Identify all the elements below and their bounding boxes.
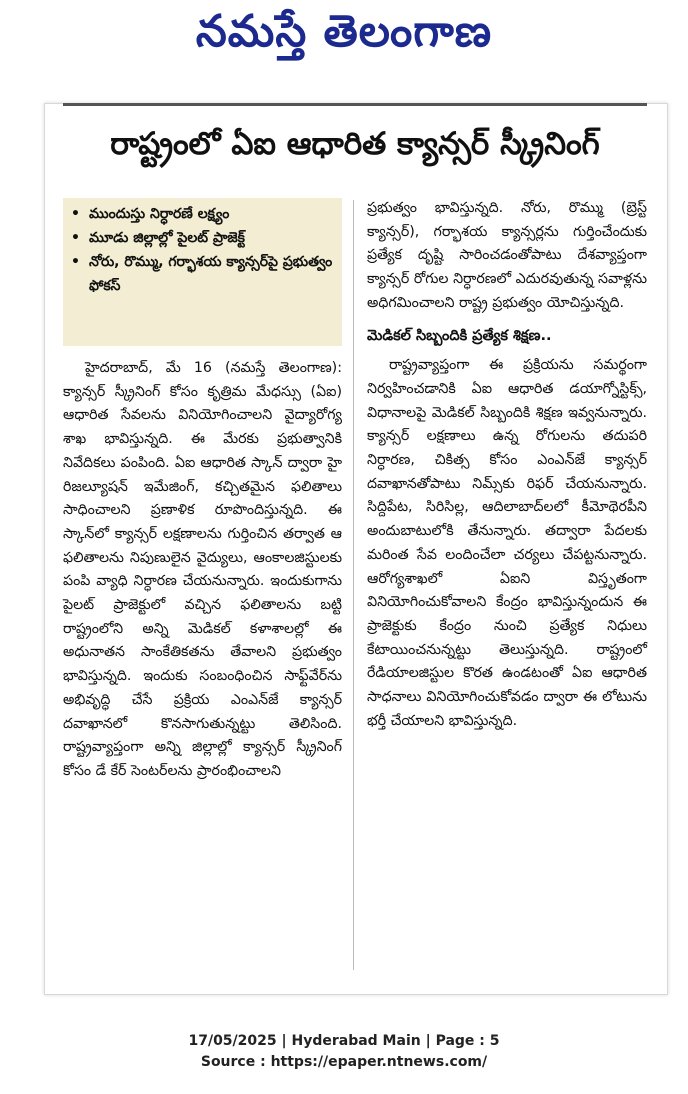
body-paragraph: హైదరాబాద్, మే 16 (నమస్తే తెలంగాణ): క్యాన్సర్ స్క్రీనింగ్ కోసం కృత్రిమ మేధస్సు (ఏఐ) ఆధారిత సేవలను వినియోగించాలని వైద్యారోగ్య శాఖ భావిస్తున్నది. ఈ మేరకు ప్రభుత్వానికి నివేదికలు పంపింది. ఏఐ ఆధారిత స్కాన్ ద్వారా హై రిజల్యూషన్ ఇమేజింగ్, కచ్చితమైన ఫలితాలు సాధించాలని ప్రణాళిక రూపొందిస్తున్నది. ఈ స్కాన్‌లో క్యాన్సర్ లక్షణాలను గుర్తించిన తర్వాత ఆ ఫలితాలను నిపుణులైన వైద్యులు, ఆంకాలజిస్టులకు పంపి వ్యాధి నిర్ధారణ చేయనున్నారు. ఇందుకుగాను పైలట్ ప్రాజెక్టులో వచ్చిన ఫలితాలను బట్టి రాష్ట్రంలోని అన్ని మెడికల్ కళాశాలల్లో ఈ అధునాతన సాంకేతికతను తేవాలని ప్రభుత్వం భావిస్తున్నది. ఇందుకు సంబంధించిన సాఫ్ట్‌వేర్‌ను అభివృద్ధి చేసే ప్రక్రియ ఎంఎన్‌జే క్యాన్సర్ దవాఖానలో కొనసాగుతున్నట్టు తెలిసింది. రాష్ట్రవ్యాప్తంగా అన్ని జిల్లాల్లో క్యాన్సర్ స్క్రీనింగ్ కోసం డే కేర్ సెంటర్‌లను ప్రారంభించాలని — [63, 360, 342, 779]
bullet-icon: • — [71, 230, 80, 246]
highlight-item — [71, 226, 334, 250]
article-subheading: మెడికల్ సిబ్బందికి ప్రత్యేక శిక్షణ.. — [367, 327, 552, 344]
body-paragraph: ప్రభుత్వం భావిస్తున్నది. నోరు, రొమ్ము (బ్రెస్ట్ క్యాన్సర్), గర్భాశయ క్యాన్సర్లను గుర్తించేందుకు ప్రత్యేక దృష్టి సారించడంతోపాటు దేశవ్యాప్తంగా క్యాన్సర్ రోగుల నిర్ధారణలో ఎదురవుతున్న సవాళ్లను అధిగమించాలని రాష్ట్ర ప్రభుత్వం యోచిస్తున్నది. — [367, 200, 647, 311]
highlights-box — [63, 198, 342, 346]
edition-info: 17/05/2025 | Hyderabad Main | Page : 5 — [188, 1033, 500, 1049]
highlight-text: నోరు, రొమ్ము, గర్భాశయ క్యాన్సర్‌పై ప్రభుత్వం ఫోకస్ — [89, 254, 333, 294]
highlight-item — [71, 202, 334, 226]
highlight-text: ముందుస్తు నిర్ధారణే లక్ష్యం — [89, 206, 230, 222]
article-headline: రాష్ట్రంలో ఏఐ ఆధారిత క్యాన్సర్ స్క్రీనింగ్ — [110, 126, 600, 162]
source-link[interactable]: Source : https://epaper.ntnews.com/ — [200, 1054, 488, 1070]
article-column-right — [367, 197, 647, 733]
top-divider — [63, 103, 647, 106]
article-column-left — [63, 357, 342, 784]
column-divider — [353, 200, 354, 970]
logo-text: నమస్తే తెలంగాణ — [195, 6, 493, 57]
bullet-icon: • — [71, 206, 80, 222]
bullet-icon: • — [71, 254, 80, 270]
masthead-logo — [0, 6, 688, 68]
highlight-item — [71, 250, 334, 298]
body-paragraph: రాష్ట్రవ్యాప్తంగా ఈ ప్రక్రియను సమర్థంగా నిర్వహించడానికి ఏఐ ఆధారిత డయాగ్నోస్టిక్స్, విధానాలపై మెడికల్ సిబ్బందికి శిక్షణ ఇవ్వనున్నారు. క్యాన్సర్ లక్షణాలు ఉన్న రోగులను తదుపరి నిర్ధారణ, చికిత్స కోసం ఎంఎన్‌జే క్యాన్సర్ దవాఖానతోపాటు నిమ్స్‌కు రిఫర్ చేయనున్నారు. సిద్దిపేట, సిరిసిల్ల, ఆదిలాబాద్‌లలో కీమోథెరపీని అందుబాటులోకి తేనున్నారు. తద్వారా పేదలకు మరింత సేవ లందించేలా చర్యలు చేపట్టనున్నారు. ఆరోగ్యశాఖలో ఏఐని విస్తృతంగా వినియోగించుకోవాలని కేంద్రం భావిస్తున్నందున ఈ ప్రాజెక్టుకు కేంద్రం నుంచి ప్రత్యేక నిధులు కేటాయించనున్నట్టు తెలుస్తున్నది. రాష్ట్రంలో రేడియాలజిస్టుల కొరత ఉండటంతో ఏఐ ఆధారిత సాధనాలు వినియోగించుకోవడం ద్వారా ఈ లోటును భర్తీ చేయాలని భావిస్తున్నది. — [367, 357, 647, 729]
highlight-text: మూడు జిల్లాల్లో పైలట్ ప్రాజెక్ట్ — [89, 230, 245, 246]
